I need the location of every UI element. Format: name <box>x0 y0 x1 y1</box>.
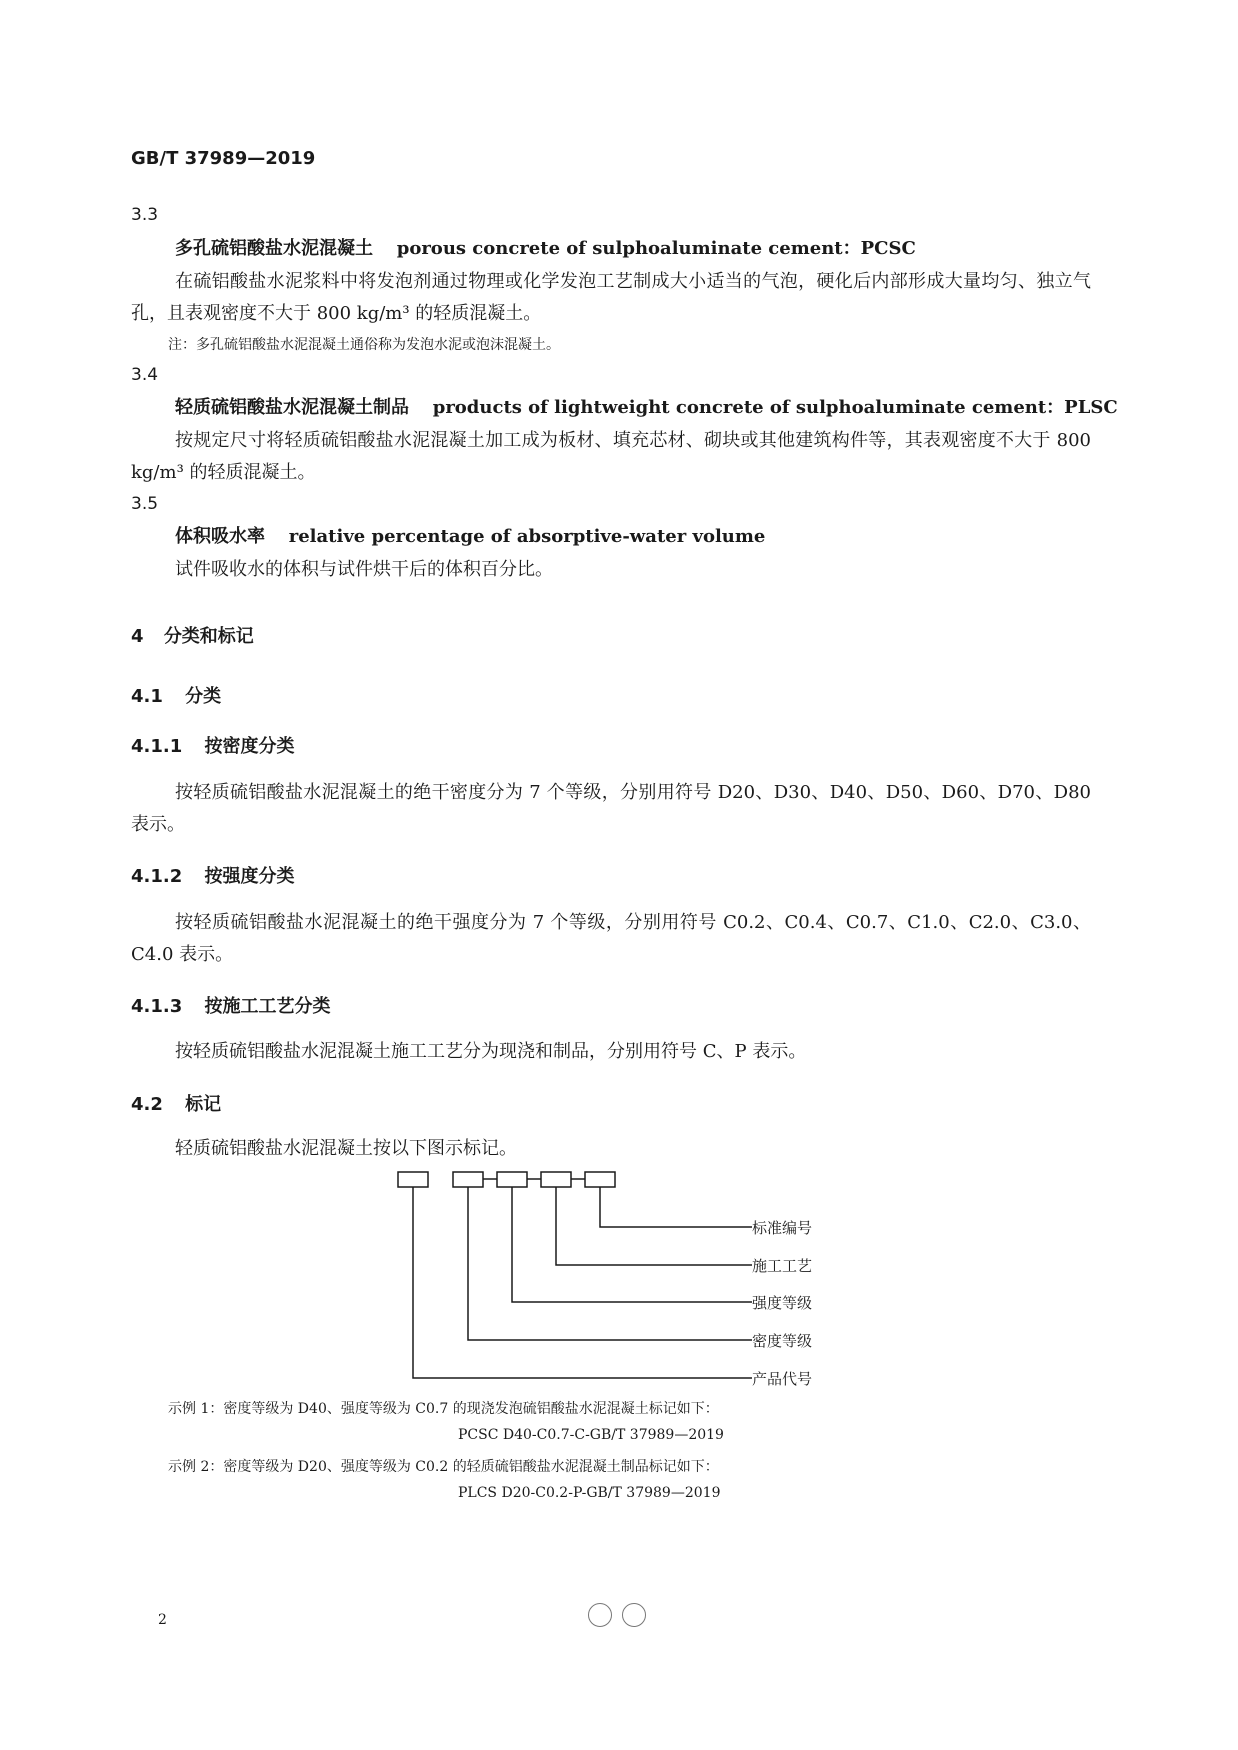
leader-strength-grade <box>512 1187 752 1302</box>
term-cn: 多孔硫铝酸盐水泥混凝土 <box>175 238 373 259</box>
document-id: GB/T 37989—2019 <box>131 148 316 169</box>
circle-mark-icon <box>622 1603 646 1627</box>
diagram-label: 产品代号 <box>752 1370 813 1388</box>
section-title: 按强度分类 <box>204 866 295 887</box>
leader-standard-number <box>600 1187 752 1227</box>
strength-grade-box <box>497 1172 527 1187</box>
term-en: products of lightweight concrete of sulphoaluminate cement：PLSC <box>432 397 1118 418</box>
section-number: 4.1.3 <box>131 996 183 1017</box>
product-code-box <box>398 1172 428 1187</box>
section-number: 4.1.1 <box>131 736 183 757</box>
note-3-3: 注：多孔硫铝酸盐水泥混凝土通俗称为发泡水泥或泡沫混凝土。 <box>168 337 560 353</box>
section-title: 按密度分类 <box>204 736 295 757</box>
clause-number-3-4: 3.4 <box>131 365 159 385</box>
clause-number-3-3: 3.3 <box>131 205 159 225</box>
term-cn: 轻质硫铝酸盐水泥混凝土制品 <box>175 397 409 418</box>
section-title: 分类和标记 <box>163 626 254 647</box>
example-1-label: 示例 1：密度等级为 D40、强度等级为 C0.7 的现浇发泡硫铝酸盐水泥混凝土标记如下： <box>168 1401 719 1417</box>
section-number: 4.1 <box>131 686 163 707</box>
process-box <box>541 1172 571 1187</box>
paragraph-4-1-2: 按轻质硫铝酸盐水泥混凝土的绝干强度分为 7 个等级，分别用符号 C0.2、C0.4、C0.7、C1.0、C2.0、C3.0、C4.0 表示。 <box>131 912 1091 965</box>
term-cn: 体积吸水率 <box>175 526 265 547</box>
section-title: 标记 <box>185 1094 222 1115</box>
diagram-label: 施工工艺 <box>752 1257 813 1275</box>
paragraph-4-1-3: 按轻质硫铝酸盐水泥混凝土施工工艺分为现浇和制品，分别用符号 C、P 表示。 <box>175 1041 807 1062</box>
leader-product-code <box>413 1187 752 1378</box>
diagram-label: 强度等级 <box>752 1294 813 1312</box>
example-1-code: PCSC D40-C0.7-C-GB/T 37989—2019 <box>458 1427 724 1443</box>
section-number: 4.2 <box>131 1094 163 1115</box>
clause-number-3-5: 3.5 <box>131 494 159 514</box>
page-number: 2 <box>158 1612 167 1628</box>
diagram-label: 标准编号 <box>752 1219 813 1237</box>
paragraph-4-1-1: 按轻质硫铝酸盐水泥混凝土的绝干密度分为 7 个等级，分别用符号 D20、D30、D40、D50、D60、D70、D80 表示。 <box>131 782 1091 835</box>
diagram-label: 密度等级 <box>752 1332 813 1350</box>
leader-process <box>556 1187 752 1265</box>
paragraph-4-2: 轻质硫铝酸盐水泥混凝土按以下图示标记。 <box>175 1138 517 1159</box>
example-2-label: 示例 2：密度等级为 D20、强度等级为 C0.2 的轻质硫铝酸盐水泥混凝土制品标记如下： <box>168 1459 719 1475</box>
section-number: 4.1.2 <box>131 866 183 887</box>
term-en: relative percentage of absorptive-water volume <box>288 526 766 547</box>
section-title: 分类 <box>185 686 222 707</box>
definition-3-5: 试件吸收水的体积与试件烘干后的体积百分比。 <box>175 559 553 580</box>
standard-number-box <box>585 1172 615 1187</box>
example-2-code: PLCS D20-C0.2-P-GB/T 37989—2019 <box>458 1485 721 1501</box>
circle-mark-icon <box>588 1603 612 1627</box>
section-number: 4 <box>131 626 144 647</box>
definition-3-4: 按规定尺寸将轻质硫铝酸盐水泥混凝土加工成为板材、填充芯材、砌块或其他建筑构件等，其表观密度不大于 800 kg/m³ 的轻质混凝土。 <box>131 430 1091 483</box>
definition-3-3: 在硫铝酸盐水泥浆料中将发泡剂通过物理或化学发泡工艺制成大小适当的气泡，硬化后内部形成大量均匀、独立气孔，且表观密度不大于 800 kg/m³ 的轻质混凝土。 <box>131 271 1091 324</box>
leader-density-grade <box>468 1187 752 1340</box>
section-title: 按施工工艺分类 <box>204 996 331 1017</box>
density-grade-box <box>453 1172 483 1187</box>
term-en: porous concrete of sulphoaluminate cement：PCSC <box>396 238 916 259</box>
